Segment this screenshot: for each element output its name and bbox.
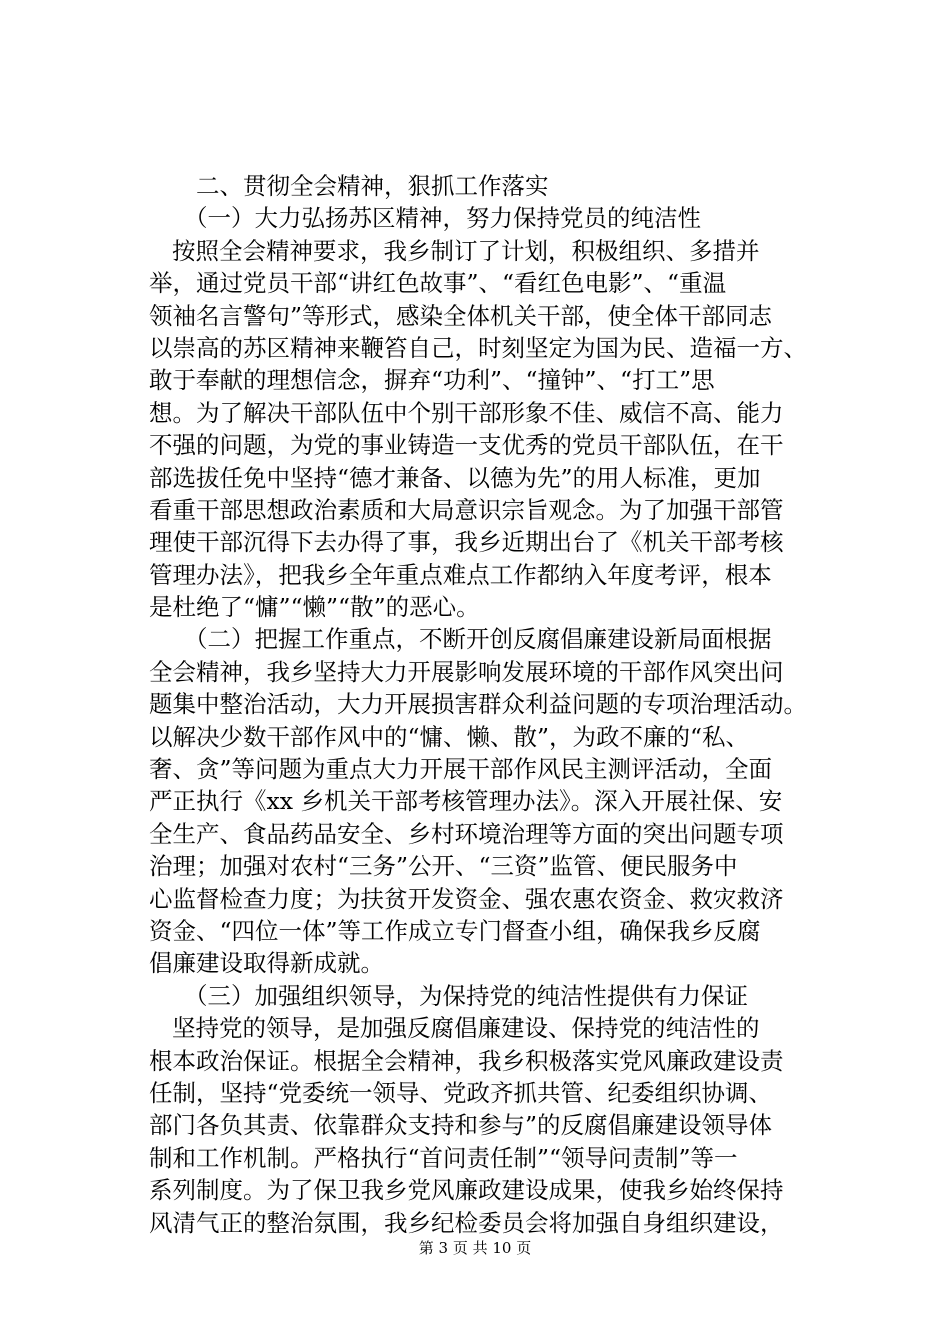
paragraph-line: 全会精神，我乡坚持大力开展影响发展环境的干部作风突出问: [149, 657, 784, 686]
paragraph-line: 部门各负其责、依靠群众支持和参与”的反腐倡廉建设领导体: [149, 1111, 773, 1140]
paragraph-line: 资金、“四位一体”等工作成立专门督查小组，确保我乡反腐: [149, 916, 761, 945]
paragraph-line: 以解决少数干部作风中的“慵、懒、散”，为政不廉的“私、: [149, 722, 750, 751]
document-body: [149, 170, 845, 1239]
paragraph-line: 心监督检查力度；为扶贫开发资金、强农惠农资金、救灾救济: [149, 884, 784, 913]
section-heading: 二、贯彻全会精神，狠抓工作落实: [196, 172, 549, 200]
paragraph-line: 严正执行《xx 乡机关干部考核管理办法》。深入开展社保、安: [149, 787, 783, 816]
paragraph-line: 治理；加强对农村“三务”公开、“三资”监管、便民服务中: [149, 852, 738, 881]
paragraph-line: 不强的问题，为党的事业铸造一支优秀的党员干部队伍，在干: [149, 431, 784, 460]
paragraph-line: 部选拔任免中坚持“德才兼备、以德为先”的用人标准，更加: [149, 463, 761, 492]
paragraph-line: 以崇高的苏区精神来鞭笞自己，时刻坚定为国为民、造福一方、: [149, 333, 807, 362]
subsection-heading-2: （二）把握工作重点，不断开创反腐倡廉建设新局面根据: [184, 625, 772, 654]
paragraph-line: 任制，坚持“党委统一领导、党政齐抓共管、纪委组织协调、: [149, 1078, 773, 1107]
paragraph-line: 系列制度。为了保卫我乡党风廉政建设成果，使我乡始终保持: [149, 1176, 784, 1205]
paragraph-line: 根本政治保证。根据全会精神，我乡积极落实党风廉政建设责: [149, 1046, 784, 1075]
paragraph-line: 领袖名言警句”等形式，感染全体机关干部，使全体干部同志: [149, 301, 773, 330]
paragraph-line: 坚持党的领导，是加强反腐倡廉建设、保持党的纯洁性的: [172, 1014, 760, 1043]
paragraph-line: 想。为了解决干部队伍中个别干部形象不佳、威信不高、能力: [149, 398, 784, 427]
paragraph-line: 理使干部沉得下去办得了事，我乡近期出台了《机关干部考核: [149, 528, 784, 557]
paragraph-line: 看重干部思想政治素质和大局意识宗旨观念。为了加强干部管: [149, 495, 784, 524]
paragraph-line: 管理办法》，把我乡全年重点难点工作都纳入年度考评，根本: [149, 560, 772, 589]
paragraph-line: 制和工作机制。严格执行“首问责任制”“领导问责制”等一: [149, 1143, 738, 1172]
paragraph-line: 按照全会精神要求，我乡制订了计划，积极组织、多措并: [172, 236, 760, 265]
paragraph-line: 题集中整治活动，大力开展损害群众利益问题的专项治理活动。: [149, 690, 807, 719]
paragraph-line: 敢于奉献的理想信念，摒弃“功利”、“撞钟”、“打工”思: [149, 366, 715, 395]
subsection-heading-3: （三）加强组织领导，为保持党的纯洁性提供有力保证: [184, 981, 748, 1010]
paragraph-line: 奢、贪”等问题为重点大力开展干部作风民主测评活动，全面: [149, 755, 773, 784]
paragraph-line: 风清气正的整治氛围，我乡纪检委员会将加强自身组织建设，: [149, 1208, 784, 1237]
subsection-heading-1: （一）大力弘扬苏区精神，努力保持党员的纯洁性: [184, 204, 701, 233]
page-number-footer: 第 3 页 共 10 页: [418, 1239, 532, 1257]
paragraph-line: 是杜绝了“慵”“懒”“散”的恶心。: [149, 593, 480, 622]
paragraph-line: 全生产、食品药品安全、乡村环境治理等方面的突出问题专项: [149, 819, 784, 848]
paragraph-line: 倡廉建设取得新成就。: [149, 949, 384, 978]
paragraph-line: 举，通过党员干部“讲红色故事”、“看红色电影”、“重温: [149, 269, 727, 298]
